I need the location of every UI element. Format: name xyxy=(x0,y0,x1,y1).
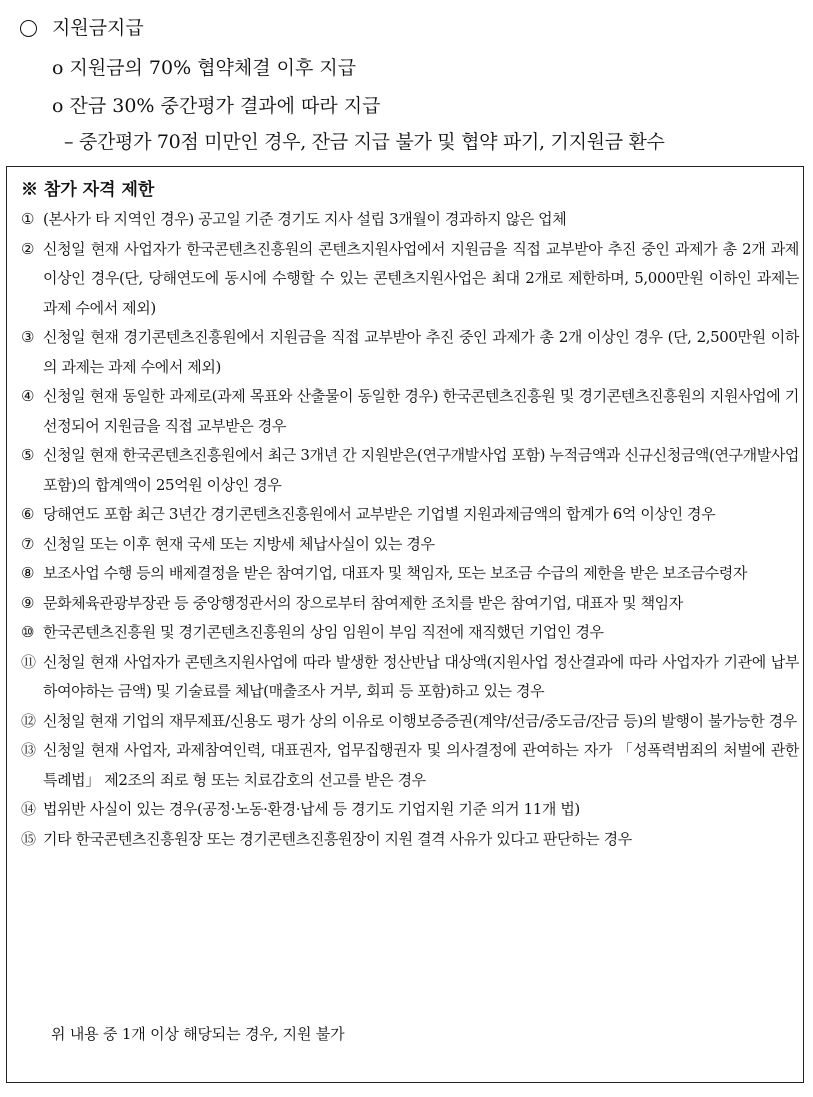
restriction-text: 신청일 현재 사업자가 한국콘텐츠진흥원의 콘텐츠지원사업에서 지원금을 직접 교부받아 추진 중인 과제가 총 2개 과제 이상인 경우(단, 당해연도에 동시에 수행할 수 있는 콘텐츠지원사업은 최대 2개로 제한하며, 5,000만원 이하인 과제는 과제 수에서 제외) xyxy=(43,239,799,317)
restriction-number: ⑬ xyxy=(21,741,36,759)
restriction-text: 신청일 또는 이후 현재 국세 또는 지방세 체납사실이 있는 경우 xyxy=(43,534,435,553)
restriction-text: 신청일 현재 동일한 과제로(과제 목표와 산출물이 동일한 경우) 한국콘텐츠진흥원 및 경기콘텐츠진흥원의 지원사업에 기 선정되어 지원금을 직접 교부받은 경우 xyxy=(43,387,799,435)
restriction-number: ⑥ xyxy=(21,505,35,523)
restriction-item xyxy=(21,559,799,589)
restriction-item xyxy=(21,235,799,324)
restrictions-title: ※ 참가 자격 제한 xyxy=(21,180,155,200)
restriction-text: 기타 한국콘텐츠진흥원장 또는 경기콘텐츠진흥원장이 지원 결격 사유가 있다고 판단하는 경우 xyxy=(43,829,632,848)
restriction-text: 신청일 현재 사업자가 콘텐츠지원사업에 따라 발생한 정산반납 대상액(지원사업 정산결과에 따라 사업자가 기관에 납부하여야하는 금액) 및 기술료를 체납(매출조사 거부, 회피 등 포함)하고 있는 경우 xyxy=(43,652,799,700)
restriction-number: ⑦ xyxy=(21,534,35,553)
restriction-item xyxy=(21,382,799,441)
restriction-text: 신청일 현재 사업자, 과제참여인력, 대표권자, 업무집행권자 및 의사결정에 관여하는 자가 「성폭력범죄의 처벌에 관한 특례법」 제2조의 죄로 형 또는 치료감호의 선고를 받은 경우 xyxy=(43,741,799,789)
payment-sub-note: – 중간평가 70점 미만인 경우, 잔금 지급 불가 및 협약 파기, 기지원금 환수 xyxy=(64,131,665,153)
restriction-number: ⑪ xyxy=(21,652,36,671)
restriction-item xyxy=(21,707,799,737)
restriction-text: 신청일 현재 경기콘텐츠진흥원에서 지원금을 직접 교부받아 추진 중인 과제가 총 2개 이상인 경우 (단, 2,500만원 이하의 과제는 과제 수에서 제외) xyxy=(43,328,799,376)
restriction-text: (본사가 타 지역인 경우) 공고일 기준 경기도 지사 설립 3개월이 경과하지 않은 업체 xyxy=(43,210,567,228)
restriction-text: 한국콘텐츠진흥원 및 경기콘텐츠진흥원의 상임 임원이 부임 직전에 재직했던 기업인 경우 xyxy=(43,623,604,641)
restrictions-list xyxy=(21,205,799,854)
restriction-item xyxy=(21,323,799,382)
restriction-number: ③ xyxy=(21,328,35,346)
restriction-number: ② xyxy=(21,239,35,258)
restriction-text: 법위반 사실이 있는 경우(공정·노동·환경·납세 등 경기도 기업지원 기준 의거 11개 법) xyxy=(43,800,580,818)
restriction-number: ⑩ xyxy=(21,623,35,641)
restriction-item xyxy=(21,500,799,530)
restriction-text: 보조사업 수행 등의 배제결정을 받은 참여기업, 대표자 및 책임자, 또는 보조금 수급의 제한을 받은 보조금수령자 xyxy=(43,564,747,582)
restriction-item xyxy=(21,795,799,825)
restrictions-note: 위 내용 중 1개 이상 해당되는 경우, 지원 불가 xyxy=(51,1025,345,1043)
payment-bullet-1: o 지원금의 70% 협약체결 이후 지급 xyxy=(52,57,357,79)
restriction-number: ⑮ xyxy=(21,829,36,848)
restriction-text: 당해연도 포함 최근 3년간 경기콘텐츠진흥원에서 교부받은 기업별 지원과제금액의 합계가 6억 이상인 경우 xyxy=(43,505,716,523)
restriction-item xyxy=(21,589,799,619)
restriction-item xyxy=(21,736,799,795)
restriction-item xyxy=(21,648,799,707)
restriction-text: 신청일 현재 한국콘텐츠진흥원에서 최근 3개년 간 지원받은(연구개발사업 포함) 누적금액과 신규신청금액(연구개발사업 포함)의 합계액이 25억원 이상인 경우 xyxy=(43,446,799,494)
eligibility-restrictions-box xyxy=(6,166,804,1083)
payment-bullet-2: o 잔금 30% 중간평가 결과에 따라 지급 xyxy=(52,95,381,117)
restriction-number: ⑫ xyxy=(21,711,36,730)
restriction-item xyxy=(21,205,799,235)
hollow-circle-bullet-icon xyxy=(20,20,37,37)
restriction-item xyxy=(21,618,799,648)
restriction-number: ⑤ xyxy=(21,446,35,464)
restriction-number: ⑧ xyxy=(21,564,35,582)
restriction-text: 문화체육관광부장관 등 중앙행정관서의 장으로부터 참여제한 조치를 받은 참여기업, 대표자 및 책임자 xyxy=(43,593,683,612)
restriction-item xyxy=(21,530,799,560)
restriction-text: 신청일 현재 기업의 재무제표/신용도 평가 상의 이유로 이행보증증권(계약/선금/중도금/잔금 등)의 발행이 불가능한 경우 xyxy=(43,711,797,730)
section-title: 지원금지급 xyxy=(52,17,144,39)
restriction-item xyxy=(21,825,799,855)
restriction-number: ⑭ xyxy=(21,800,36,818)
restriction-number: ④ xyxy=(21,387,35,405)
restriction-number: ⑨ xyxy=(21,593,35,612)
restriction-item xyxy=(21,441,799,500)
restriction-number: ① xyxy=(21,210,35,228)
